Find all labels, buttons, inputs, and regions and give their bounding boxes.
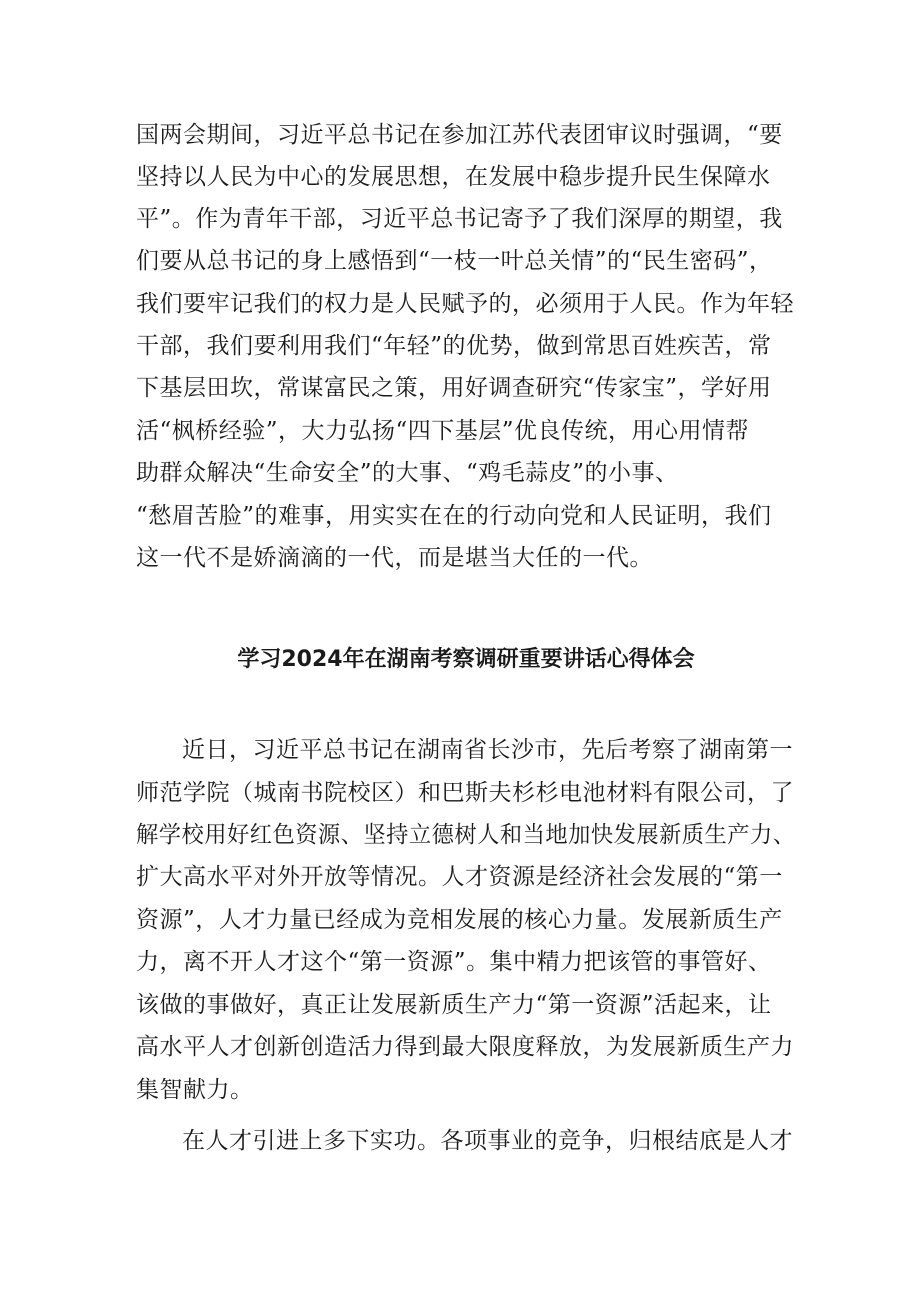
paragraph-line: 我们要牢记我们的权力是人民赋予的，必须用于人民。作为年轻: [136, 291, 794, 317]
paragraph-line: 该做的事做好，真正让发展新质生产力“第一资源”活起来，让: [136, 992, 772, 1018]
paragraph-line: 活“枫桥经验”，大力弘扬“四下基层”优良传统，用心用情帮: [136, 418, 750, 444]
paragraph-line: 平”。作为青年干部，习近平总书记寄予了我们深厚的期望，我: [136, 206, 783, 232]
paragraph-line: 助群众解决“生命安全”的大事、“鸡毛蒜皮”的小事、: [136, 460, 679, 486]
paragraph-line: “愁眉苦脸”的难事，用实实在在的行动向党和人民证明，我们: [136, 503, 772, 529]
paragraph-line: 这一代不是娇滴滴的一代，而是堪当大任的一代。: [136, 545, 653, 571]
paragraph-line: 近日，习近平总书记在湖南省长沙市，先后考察了湖南第一: [182, 737, 793, 763]
paragraph-line: 高水平人才创新创造活力得到最大限度释放，为发展新质生产力: [136, 1034, 794, 1060]
paragraph-line: 力，离不开人才这个“第一资源”。集中精力把该管的事管好、: [136, 949, 772, 975]
paragraph-line: 们要从总书记的身上感悟到“一枝一叶总关情”的“民生密码”，: [136, 248, 773, 274]
section-heading: 学习2024年在湖南考察调研重要讲话心得体会: [237, 647, 695, 672]
paragraph-line: 干部，我们要利用我们“年轻”的优势，做到常思百姓疾苦，常: [136, 333, 772, 359]
paragraph-line: 解学校用好红色资源、坚持立德树人和当地加快发展新质生产力、: [136, 822, 796, 848]
paragraph-line: 国两会期间，习近平总书记在参加江苏代表团审议时强调，“要: [136, 122, 783, 148]
paragraph-line: 下基层田坎，常谋富民之策，用好调查研究“传家宝”，学好用: [136, 375, 772, 401]
paragraph-line: 坚持以人民为中心的发展思想，在发展中稳步提升民生保障水: [136, 164, 771, 190]
paragraph-line: 集智献力。: [136, 1077, 254, 1103]
paragraph-line: 师范学院（城南书院校区）和巴斯夫杉杉电池材料有限公司，了: [136, 780, 794, 806]
paragraph-line: 资源”，人才力量已经成为竞相发展的核心力量。发展新质生产: [136, 907, 783, 933]
paragraph-line: 扩大高水平对外开放等情况。人才资源是经济社会发展的“第一: [136, 864, 783, 890]
paragraph-line: 在人才引进上多下实功。各项事业的竞争，归根结底是人才: [182, 1128, 793, 1154]
